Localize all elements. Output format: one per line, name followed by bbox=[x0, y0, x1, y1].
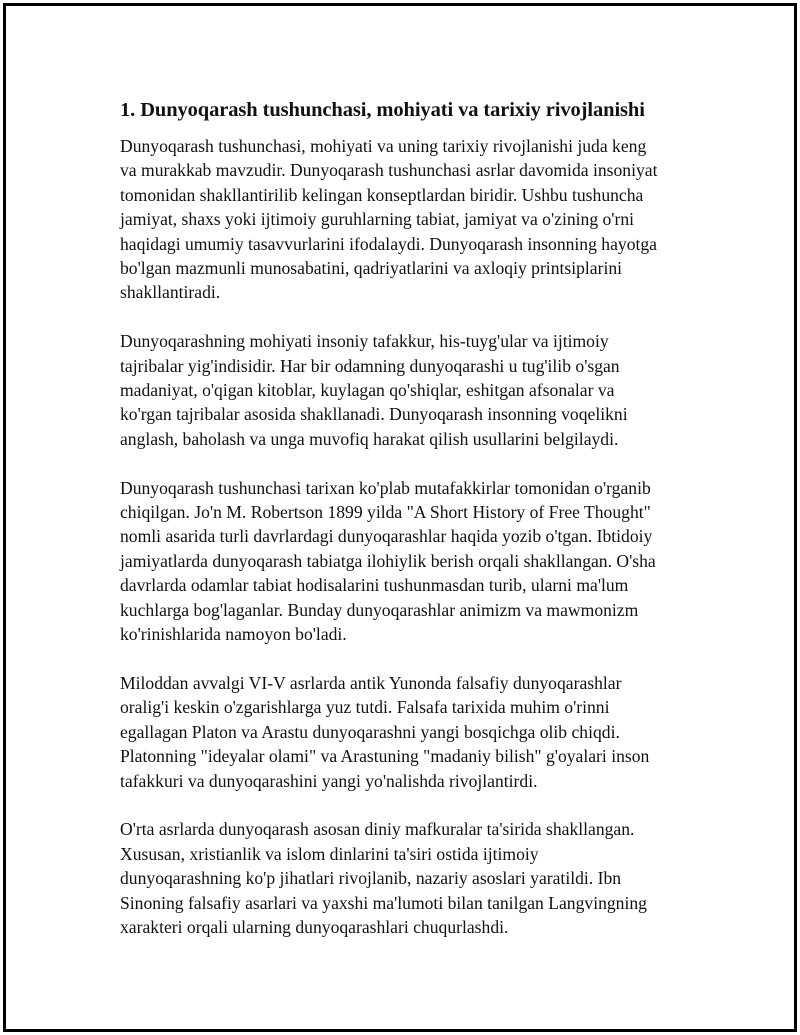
paragraph-line: ko'rgan tajribalar asosida shakllanadi. Dunyoqarash insonning voqelikni bbox=[120, 404, 628, 425]
paragraph-line: va murakkab mavzudir. Dunyoqarash tushunchasi asrlar davomida insoniyat bbox=[120, 160, 658, 181]
paragraph-line: Miloddan avvalgi VI-V asrlarda antik Yunonda falsafiy dunyoqarashlar bbox=[120, 672, 622, 693]
paragraph-line: Xususan, xristianlik va islom dinlarini ta'siri ostida ijtimoiy bbox=[120, 843, 539, 864]
paragraph bbox=[120, 817, 710, 939]
paragraph-line: anglash, baholash va unga muvofiq harakat qilish usullarini belgilaydi. bbox=[120, 428, 619, 449]
paragraph-line: oralig'i keskin o'zgarishlarga yuz tutdi. Falsafa tarixida muhim o'rinni bbox=[120, 697, 610, 718]
paragraph-line: haqidagi umumiy tasavvurlarini ifodalaydi. Dunyoqarash insonning hayotga bbox=[120, 233, 657, 254]
paragraph-line: nomli asarida turli davrlardagi dunyoqarashlar haqida yozib o'tgan. Ibtidoiy bbox=[120, 526, 653, 547]
paragraph-line: xarakteri orqali ularning dunyoqarashlari chuqurlashdi. bbox=[120, 916, 509, 937]
paragraph-line: chiqilgan. Jo'n M. Robertson 1899 yilda "A Short History of Free Thought" bbox=[120, 502, 651, 523]
paragraph-line: shakllantiradi. bbox=[120, 282, 221, 303]
paragraph-line: O'rta asrlarda dunyoqarash asosan diniy mafkuralar ta'sirida shakllangan. bbox=[120, 819, 635, 840]
paragraph-line: egallagan Platon va Arastu dunyoqarashni yangi bosqichga olib chiqdi. bbox=[120, 721, 620, 742]
paragraph-line: madaniyat, o'qigan kitoblar, kuylagan qo'shiqlar, eshitgan afsonalar va bbox=[120, 380, 615, 401]
paragraph-line: kuchlarga bog'laganlar. Bunday dunyoqarashlar animizm va mawmonizm bbox=[120, 599, 639, 620]
section-heading: 1. Dunyoqarash tushunchasi, mohiyati va tarixiy rivojlanishi bbox=[120, 99, 645, 121]
paragraph-line: davrlarda odamlar tabiat hodisalarini tushunmasdan turib, ularni ma'lum bbox=[120, 575, 629, 596]
paragraph-list bbox=[120, 134, 710, 939]
paragraph-line: dunyoqarashning ko'p jihatlari rivojlanib, nazariy asoslari yaratildi. Ibn bbox=[120, 868, 622, 889]
paragraph bbox=[120, 134, 710, 305]
paragraph-line: jamiyat, shaxs yoki ijtimoiy guruhlarning tabiat, jamiyat va o'zining o'rni bbox=[120, 209, 635, 230]
document-body bbox=[120, 97, 710, 964]
page-frame bbox=[3, 3, 797, 1032]
paragraph bbox=[120, 476, 710, 647]
paragraph-line: Dunyoqarash tushunchasi tarixan ko'plab mutafakkirlar tomonidan o'rganib bbox=[120, 477, 651, 498]
paragraph-line: tafakkuri va dunyoqarashini yangi yo'nalishda rivojlantirdi. bbox=[120, 770, 538, 791]
paragraph-line: jamiyatlarda dunyoqarash tabiatga ilohiylik berish orqali shakllangan. O'sha bbox=[120, 550, 656, 571]
paragraph-line: Sinoning falsafiy asarlari va yaxshi ma'lumoti bilan tanilgan Langvingning bbox=[120, 892, 647, 913]
paragraph-line: Dunyoqarash tushunchasi, mohiyati va uning tarixiy rivojlanishi juda keng bbox=[120, 136, 647, 156]
paragraph-line: tajribalar yig'indisidir. Har bir odamning dunyoqarashi u tug'ilib o'sgan bbox=[120, 355, 620, 376]
paragraph bbox=[120, 329, 710, 451]
paragraph-line: ko'rinishlarida namoyon bo'ladi. bbox=[120, 624, 347, 645]
paragraph-line: bo'lgan mazmunli munosabatini, qadriyatlarini va axloqiy printsiplarini bbox=[120, 258, 623, 279]
paragraph-line: Platonning "ideyalar olami" va Arastuning "madaniy bilish" g'oyalari inson bbox=[120, 746, 650, 767]
paragraph-line: Dunyoqarashning mohiyati insoniy tafakkur, his-tuyg'ular va ijtimoiy bbox=[120, 331, 609, 352]
paragraph bbox=[120, 671, 710, 793]
paragraph-line: tomonidan shakllantirilib kelingan konseptlardan biridir. Ushbu tushuncha bbox=[120, 184, 644, 205]
